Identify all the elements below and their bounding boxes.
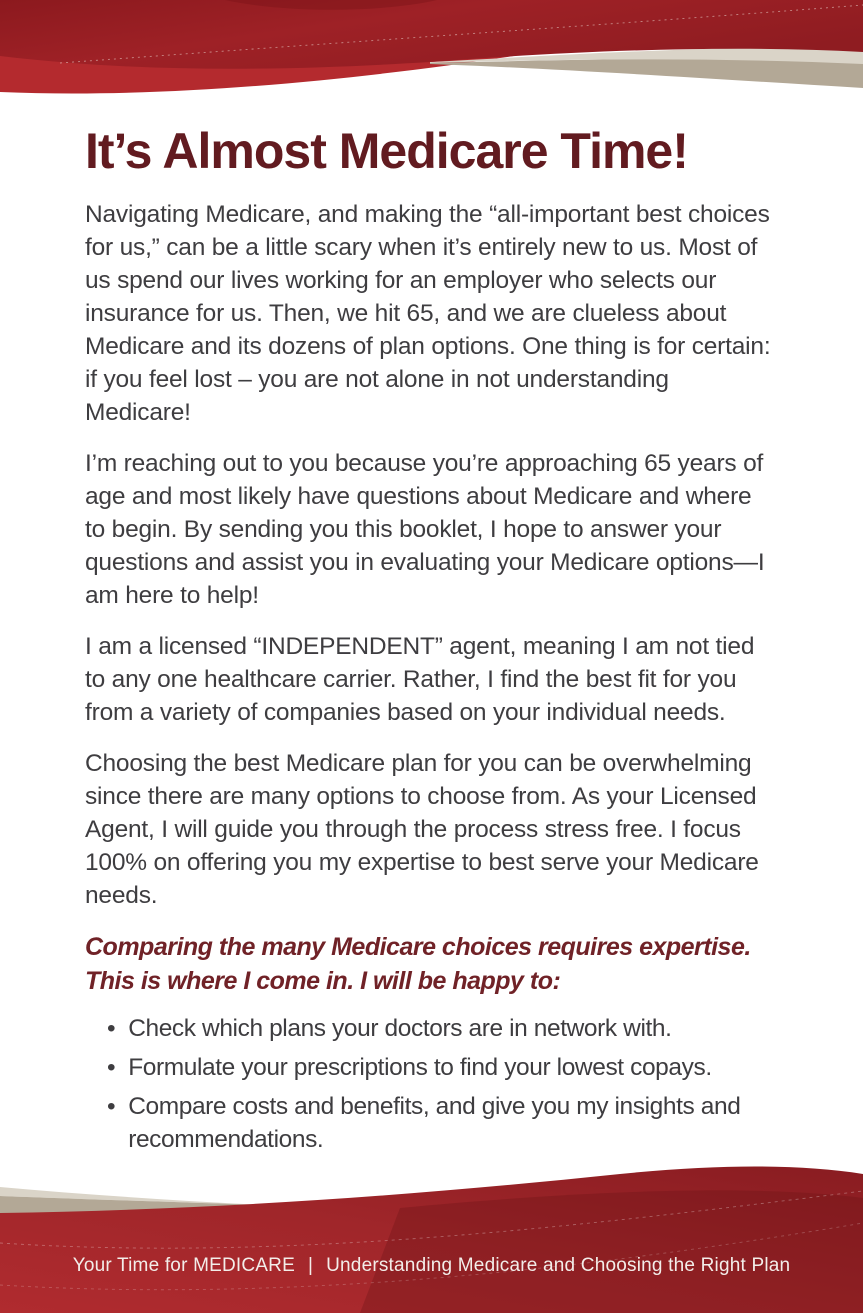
list-item [107, 1051, 777, 1084]
list-item [107, 1012, 777, 1045]
footer-wave-graphic [0, 1163, 863, 1313]
list-item-text: Formulate your prescriptions to find your lowest copays. [128, 1054, 712, 1081]
bullet-icon: • [107, 1093, 116, 1120]
footer-series-title: Your Time for MEDICARE [72, 1255, 295, 1276]
footer-subtitle: Understanding Medicare and Choosing the Right Plan [326, 1255, 791, 1276]
footer-divider: | [307, 1255, 314, 1276]
header-wave-graphic [0, 0, 863, 118]
expertise-subheading: Comparing the many Medicare choices requires expertise. This is where I come in. I will be happy to: [85, 933, 751, 995]
bullet-icon: • [107, 1015, 116, 1042]
bullet-icon: • [107, 1054, 116, 1081]
main-content [85, 110, 777, 1162]
list-item-text: Compare costs and benefits, and give you my insights and recommendations. [128, 1093, 741, 1153]
page-title: It’s Almost Medicare Time! [85, 123, 688, 179]
list-item [107, 1090, 777, 1156]
list-item-text: Check which plans your doctors are in network with. [128, 1015, 672, 1042]
footer-dark-inner-wave [360, 1190, 863, 1313]
choosing-plan-paragraph: Choosing the best Medicare plan for you can be overwhelming since there are many options to choose from. As your Licensed Agent, I will guide you through the process stress free. I focus 100% on offering you my expertise to best serve your Medicare needs. [85, 750, 759, 909]
services-list [85, 1012, 777, 1156]
independent-agent-paragraph: I am a licensed “INDEPENDENT” agent, meaning I am not tied to any one healthcare carrier. Rather, I find the best fit for you from a variety of companies based on your individual needs. [85, 633, 755, 726]
header-tan-ribbon-dark [430, 59, 863, 88]
intro-paragraph: Navigating Medicare, and making the “all-important best choices for us,” can be a little scary when it’s entirely new to us. Most of us spend our lives working for an employer who selects our insurance for us. Then, we hit 65, and we are clueless about Medicare and its dozens of plan options. One thing is for certain: if you feel lost – you are not alone in not understanding Medicare! [85, 201, 771, 426]
outreach-paragraph: I’m reaching out to you because you’re approaching 65 years of age and most likely have questions about Medicare and where to begin. By sending you this booklet, I hope to answer your questions and assist you in evaluating your Medicare options—I am here to help! [85, 450, 765, 609]
footer-caption [0, 1255, 863, 1277]
